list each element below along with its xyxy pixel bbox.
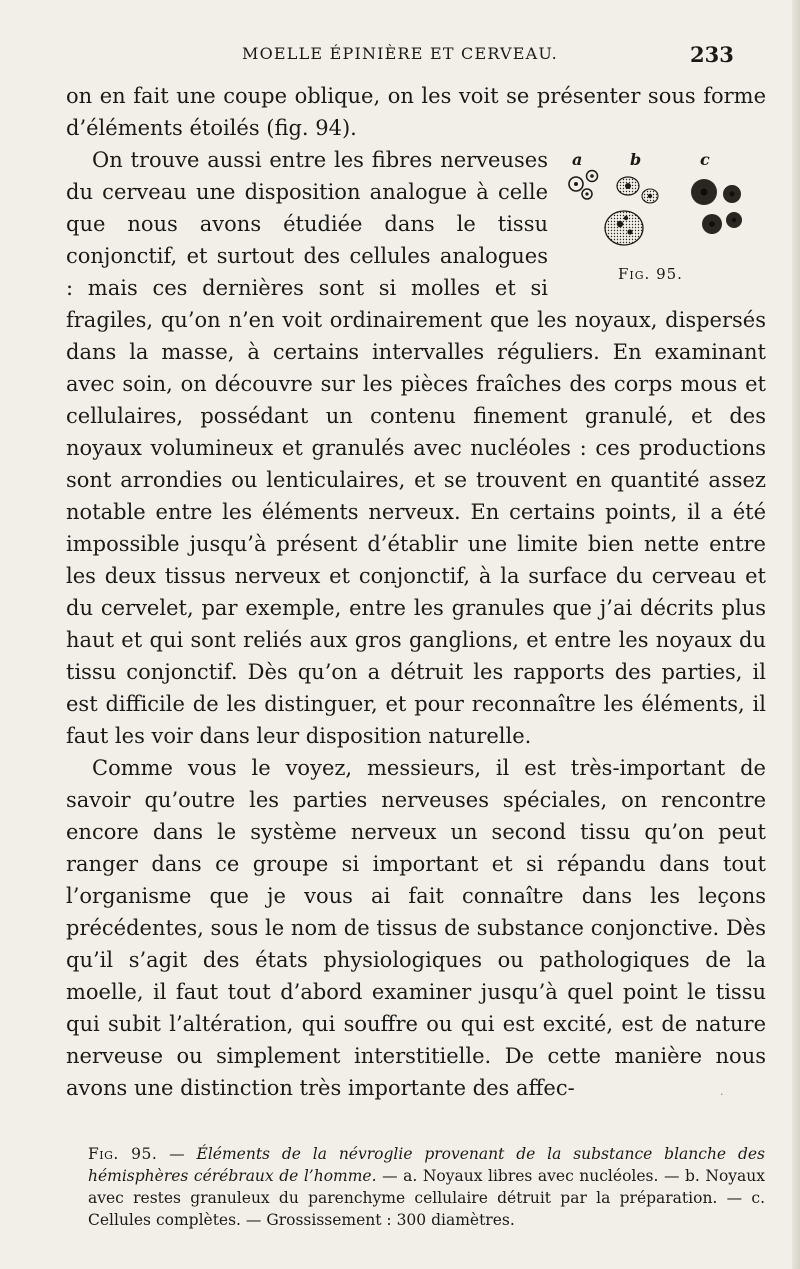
page-edge-shadow (792, 0, 800, 1269)
figure-letter-b: b (630, 150, 642, 169)
figure-95 (562, 152, 762, 284)
neuroglia-illustration (562, 166, 762, 258)
print-mark: · (720, 1088, 724, 1101)
granular-nuclei-b (605, 177, 658, 245)
figure-caption (88, 1143, 765, 1231)
caption-title: — Éléments de la névroglie provenant de la substance blanche des hémisphères cérébraux de l’homme. (88, 1145, 765, 1185)
free-nuclei-a (569, 171, 598, 200)
paragraph-3: Comme vous le voyez, messieurs, il est très-important de savoir qu’outre les parties nerveuses spéciales, on rencontre encore dans le système nerveux un second tissu qu’on peut ranger dans ce groupe si important et si répandu dans tout l’organisme que je vous ai fait connaître dans les leçons précédentes, sous le nom de tissus de substance conjonctive. Dès qu’il s’agit des états physiologiques ou pathologiques de la moelle, il faut tout d’abord examiner jusqu’à quel point le tissu qui subit l’altération, qui souffre ou qui est excité, est de nature nerveuse ou simplement interstitielle. De cette manière nous avons une distinction très importante des affec- (66, 756, 766, 1100)
running-head (0, 42, 800, 72)
caption-legend: — a. Noyaux libres avec nucléoles. — b. Noyaux avec restes granuleux du parenchyme cellulaire détruit par la préparation. — c. Cellules complètes. — Grossissement : 300 diamètres. (88, 1167, 765, 1229)
caption-figure-number: Fig. 95. (88, 1145, 158, 1163)
paragraph-2: On trouve aussi entre les fibres nerveuses du cerveau une disposition analogue à celle que nous avons étudiée dans le tissu conjonctif, et surtout des cellules analogues : mais ces dernières sont si molles et si fragiles, qu’on n’en voit ordinairement que les noyaux, dispersés dans la masse, à certains intervalles réguliers. En examinant avec soin, on découvre sur les pièces fraîches des corps mous et cellulaires, possédant un contenu finement granulé, et des noyaux volumineux et granulés avec nucléoles : ces productions sont arrondies ou lenticulaires, et se trouvent en quantité assez notable entre les éléments nerveux. En certains points, il a été impossible jusqu’à présent d’établir une limite bien nette entre les deux tissus nerveux et conjonctif, à la surface du cerveau et du cervelet, par exemple, entre les granules que j’ai décrits plus haut et qui sont reliés aux gros ganglions, et entre les noyaux du tissu conjonctif. Dès qu’on a détruit les rapports des parties, il est difficile de les distinguer, et pour reconnaître les éléments, il faut les voir dans leur disposition naturelle. (66, 148, 766, 748)
figure-letter-a: a (572, 150, 583, 169)
complete-cells-c (691, 179, 742, 234)
paragraph-1: on en fait une coupe oblique, on les voit se présenter sous forme d’éléments étoilés (fig. 94). (66, 84, 766, 140)
body-text (66, 80, 766, 1104)
figure-letter-c: c (700, 150, 710, 169)
figure-label: Fig. 95. (618, 265, 683, 283)
running-title: MOELLE ÉPINIÈRE ET CERVEAU. (242, 44, 558, 63)
page-number: 233 (690, 42, 734, 67)
